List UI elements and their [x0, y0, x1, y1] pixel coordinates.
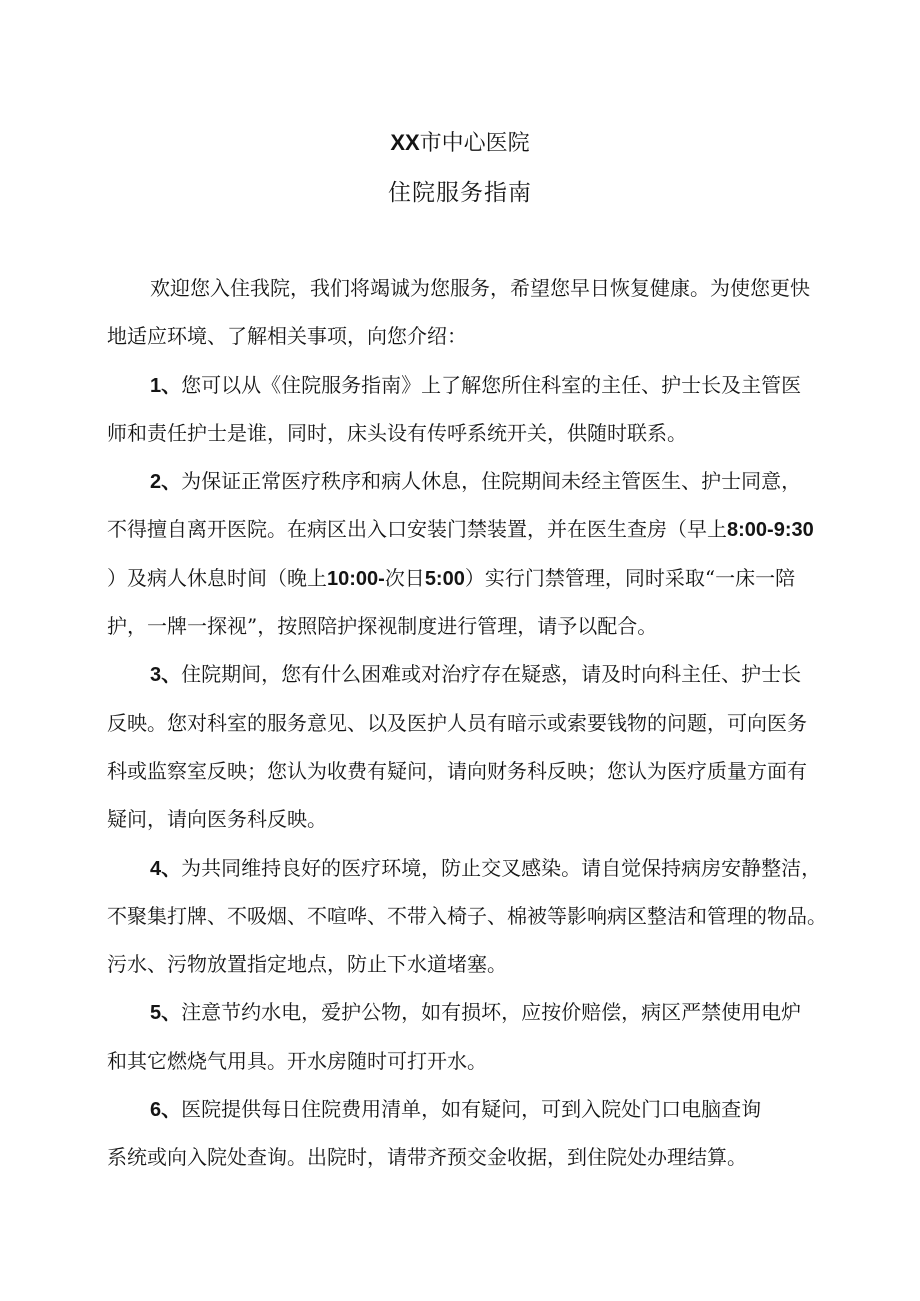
item-text: 为共同维持良好的医疗环境，防止交叉感染。请自觉保持病房安静整洁， — [181, 855, 822, 880]
item-2-line — [107, 505, 867, 553]
item-4-line: 不聚集打牌、不吸烟、不喧哗、不带入椅子、棉被等影响病区整洁和管理的物品。 — [107, 903, 827, 928]
rest-end-time: 5:00 — [424, 567, 465, 590]
ward-round-time: 8:00-9:30 — [727, 519, 814, 542]
intro-line: 欢迎您入住我院，我们将竭诚为您服务，希望您早日恢复健康。为使您更快 — [150, 276, 810, 300]
hospital-title — [0, 128, 920, 158]
item-6-line — [107, 1085, 867, 1133]
item-number: 6、 — [150, 1099, 182, 1122]
item-6-line: 系统或向入院处查询。出院时，请带齐预交金收据，到住院处办理结算。 — [107, 1145, 747, 1170]
item-2-line — [107, 554, 867, 602]
item-text: 您可以从《住院服务指南》上了解您所住科室的主任、护士长及主管医 — [181, 372, 802, 397]
item-5-line — [107, 988, 867, 1036]
item-text: 为保证正常医疗秩序和病人休息，住院期间未经主管医生、护士同意， — [181, 469, 802, 494]
hospital-title-prefix: XX — [390, 130, 420, 155]
item-1-line — [107, 361, 867, 409]
item-2-line — [107, 457, 867, 505]
item-number: 5、 — [150, 1002, 182, 1025]
item-3-line: 科或监察室反映；您认为收费有疑问，请向财务科反映；您认为医疗质量方面有 — [107, 758, 807, 783]
item-3-line: 疑问，请向医务科反映。 — [107, 807, 327, 832]
item-2-line: 护，一牌一探视”，按照陪护探视制度进行管理，请予以配合。 — [107, 614, 658, 639]
item-4-line — [107, 844, 867, 892]
item-number: 1、 — [150, 374, 182, 397]
item-5-line: 和其它燃烧气用具。开水房随时可打开水。 — [107, 1048, 487, 1073]
document-body — [107, 264, 867, 1182]
item-text: 注意节约水电，爱护公物，如有损坏，应按价赔偿，病区严禁使用电炉 — [181, 1000, 802, 1025]
intro-line: 地适应环境、了解相关事项，向您介绍： — [107, 324, 467, 349]
item-number: 3、 — [150, 664, 182, 687]
item-1-line: 师和责任护士是谁，同时，床头设有传呼系统开关，供随时联系。 — [107, 420, 687, 445]
item-text: 不得擅自离开医院。在病区出入口安装门禁装置，并在医生查房（早上 — [107, 517, 727, 542]
item-text: 医院提供每日住院费用清单，如有疑问，可到入院处门口电脑查询 — [181, 1097, 762, 1122]
item-number: 4、 — [150, 857, 182, 880]
item-3-line: 反映。您对科室的服务意见、以及医护人员有暗示或索要钱物的问题，可向医务 — [107, 710, 807, 735]
item-3-line — [107, 650, 867, 698]
item-text: 住院期间，您有什么困难或对治疗存在疑惑，请及时向科主任、护士长 — [181, 662, 802, 687]
rest-start-time: 10:00- — [327, 567, 385, 590]
hospital-title-name: 市中心医院 — [419, 131, 530, 156]
item-number: 2、 — [150, 471, 182, 494]
item-4-line: 污水、污物放置指定地点，防止下水道堵塞。 — [107, 952, 507, 977]
item-text: ）实行门禁管理，同时采取“一床一陪 — [464, 565, 796, 590]
item-text: ）及病人休息时间（晚上 — [107, 565, 327, 590]
document-subtitle: 住院服务指南 — [388, 180, 532, 206]
item-text: 次日 — [384, 565, 425, 590]
